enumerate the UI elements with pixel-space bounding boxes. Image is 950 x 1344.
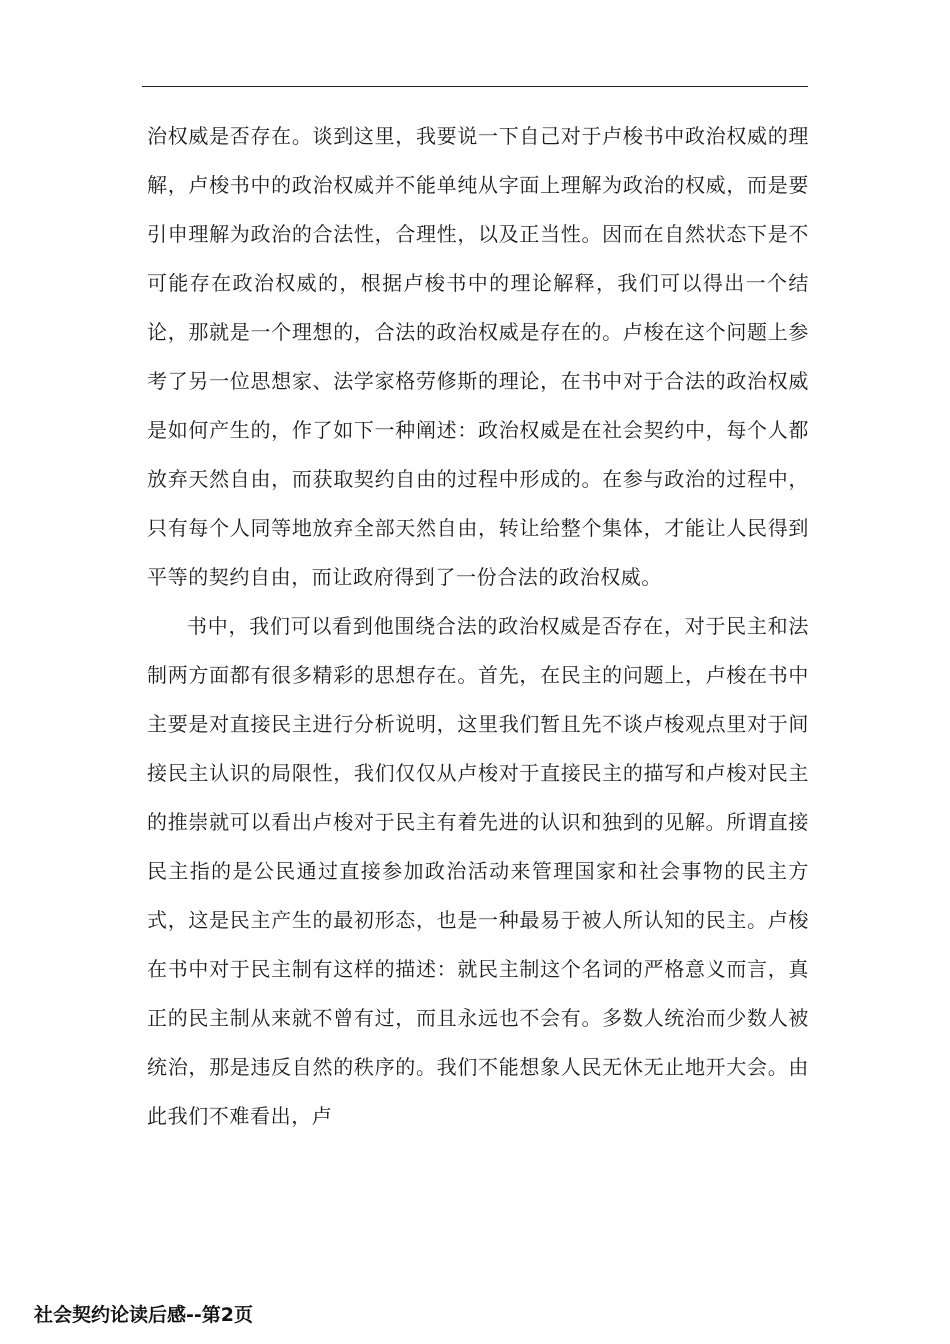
document-body [147, 112, 809, 1141]
header-rule [142, 86, 808, 87]
paragraph-1: 治权威是否存在。谈到这里，我要说一下自己对于卢梭书中政治权威的理解，卢梭书中的政治权威并不能单纯从字面上理解为政治的权威，而是要引申理解为政治的合法性，合理性，以及正当性。因而在自然状态下是不可能存在政治权威的，根据卢梭书中的理论解释，我们可以得出一个结论，那就是一个理想的，合法的政治权威是存在的。卢梭在这个问题上参考了另一位思想家、法学家格劳修斯的理论，在书中对于合法的政治权威是如何产生的，作了如下一种阐述：政治权威是在社会契约中，每个人都放弃天然自由，而获取契约自由的过程中形成的。在参与政治的过程中，只有每个人同等地放弃全部天然自由，转让给整个集体，才能让人民得到平等的契约自由，而让政府得到了一份合法的政治权威。 [147, 124, 809, 589]
page-footer: 社会契约论读后感--第2页 [34, 1304, 253, 1326]
paragraph-2: 书中，我们可以看到他围绕合法的政治权威是否存在，对于民主和法制两方面都有很多精彩的思想存在。首先，在民主的问题上，卢梭在书中主要是对直接民主进行分析说明，这里我们暂且先不谈卢梭观点里对于间接民主认识的局限性，我们仅仅从卢梭对于直接民主的描写和卢梭对民主的推崇就可以看出卢梭对于民主有着先进的认识和独到的见解。所谓直接民主指的是公民通过直接参加政治活动来管理国家和社会事物的民主方式，这是民主产生的最初形态，也是一种最易于被人所认知的民主。卢梭在书中对于民主制有这样的描述：就民主制这个名词的严格意义而言，真正的民主制从来就不曾有过，而且永远也不会有。多数人统治而少数人被统治，那是违反自然的秩序的。我们不能想象人民无休无止地开大会。由此我们不难看出，卢 [147, 614, 809, 1128]
